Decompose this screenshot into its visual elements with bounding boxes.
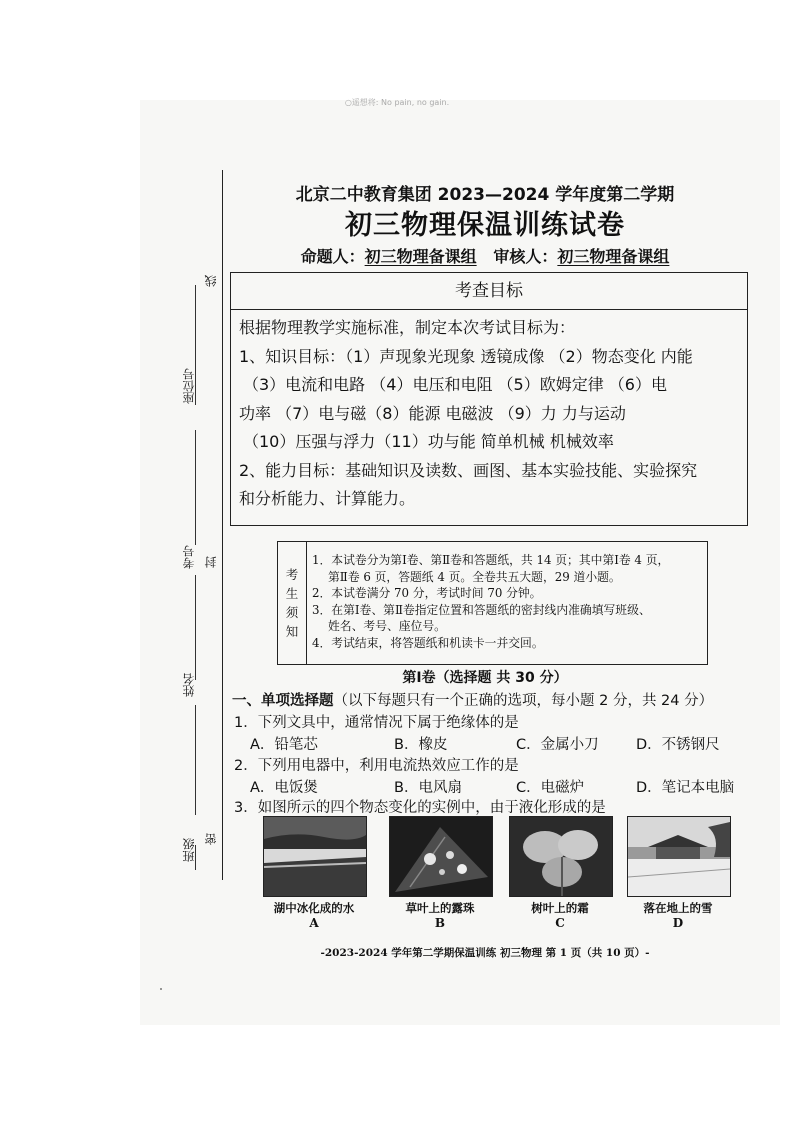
q1-option-b[interactable]: B．橡皮 [394, 737, 448, 753]
q1-option-c[interactable]: C．金属小刀 [516, 737, 599, 753]
goals-line: 和分析能力、计算能力。 [239, 489, 416, 508]
q2-option-b[interactable]: B．电风扇 [394, 780, 462, 796]
notice-items [312, 552, 702, 652]
q1-option-a[interactable]: A．铅笔芯 [250, 737, 318, 753]
goals-line: 1、知识目标：（1）声现象光现象 透镜成像 （2）物态变化 内能 [239, 346, 693, 366]
seal-line-segment [195, 575, 196, 680]
author-name: 初三物理备课组 [364, 247, 477, 266]
goals-line: 根据物理教学实施标准，制定本次考试目标为： [239, 318, 576, 337]
goals-heading: 考查目标 [231, 273, 747, 310]
option-letter-d[interactable]: D [672, 916, 684, 930]
notice-item-cont: 第Ⅱ卷 6 页，答题纸 4 页。全卷共五大题，29 道小题。 [328, 569, 621, 584]
binding-label-secret: 密 [204, 833, 218, 845]
photo-snow-on-ground[interactable] [627, 816, 731, 897]
question-3-stem: 3．如图所示的四个物态变化的实例中，由于液化形成的是 [234, 800, 606, 816]
binding-label-line: 线 [204, 275, 218, 287]
goals-line: 功率 （7）电与磁（8）能源 电磁波 （9）力 力与运动 [239, 403, 626, 423]
notice-label-char: 考 [285, 567, 299, 582]
caption-a: 湖中冰化成的水 [273, 901, 355, 915]
reviewer-name: 初三物理备课组 [557, 247, 670, 266]
option-letter-b[interactable]: B [434, 916, 446, 930]
exam-title: 初三物理保温训练试卷 [345, 210, 625, 241]
caption-d: 落在地上的雪 [643, 901, 713, 915]
q2-option-d[interactable]: D．笔记本电脑 [636, 780, 735, 796]
notice-item: 1．本试卷分为第Ⅰ卷、第Ⅱ卷和答题纸，共 14 页；其中第Ⅰ卷 4 页， [312, 553, 670, 567]
binding-border-line [222, 170, 223, 880]
option-letter-c[interactable]: C [555, 916, 565, 930]
class-label: 班级 [182, 838, 196, 862]
question-2-stem: 2．下列用电器中，利用电流热效应工作的是 [234, 758, 519, 774]
reviewer-label: 审核人： [493, 247, 558, 266]
notice-label-char: 生 [285, 586, 299, 601]
question-1-stem: 1．下列文具中，通常情况下属于绝缘体的是 [234, 715, 519, 731]
photo-frost-on-leaves[interactable] [509, 816, 613, 897]
candidate-notice-box [277, 541, 708, 665]
goals-line: 2、能力目标：基础知识及读数、画图、基本实验技能、实验探究 [239, 460, 698, 480]
photo-dew-on-grass[interactable] [389, 816, 493, 897]
seal-line-segment [195, 705, 196, 815]
q1-option-d[interactable]: D．不锈钢尺 [636, 737, 720, 753]
option-letter-a[interactable]: A [309, 916, 319, 930]
notice-item: 3．在第Ⅰ卷、第Ⅱ卷指定位置和答题纸的密封线内准确填写班级、 [312, 602, 651, 617]
caption-b: 草叶上的露珠 [405, 901, 475, 915]
seat-number-label: 座位号 [182, 368, 196, 404]
watermark: ○遥想将: No pain, no gain. [344, 98, 450, 107]
part-description: （以下每题只有一个正确的选项，每小题 2 分，共 24 分） [333, 693, 714, 709]
goals-body [231, 310, 747, 514]
exam-goals-box [230, 272, 748, 526]
goals-line: （3）电流和电路 （4）电压和电阻 （5）欧姆定律 （6）电 [243, 375, 667, 394]
notice-item: 4．考试结束，将答题纸和机读卡一并交回。 [312, 635, 544, 650]
notice-label [278, 542, 307, 664]
name-label: 姓名 [182, 673, 196, 697]
photo-lake-ice-melting[interactable] [263, 816, 367, 897]
scan-speck [160, 988, 162, 990]
part-heading [232, 689, 713, 710]
school-term-line: 北京二中教育集团 2023—2024 学年度第二学期 [295, 185, 675, 205]
part-title: 一、单项选择题 [232, 693, 334, 709]
notice-label-char: 知 [285, 624, 299, 639]
section-title: 第Ⅰ卷（选择题 共 30 分） [402, 670, 568, 686]
binding-label-seal: 封 [204, 556, 218, 568]
caption-c: 树叶上的霜 [531, 901, 589, 915]
notice-item-cont: 姓名、考号、座位号。 [328, 619, 446, 634]
author-label: 命题人： [300, 247, 365, 266]
notice-label-char: 须 [285, 605, 299, 620]
page-footer: -2023-2024 学年第二学期保温训练 初三物理 第 1 页（共 10 页）- [320, 947, 650, 959]
seal-line-segment [195, 430, 196, 545]
notice-item: 2．本试卷满分 70 分，考试时间 70 分钟。 [312, 586, 542, 601]
exam-number-label: 考号 [182, 545, 196, 569]
authors-line [230, 244, 740, 267]
q2-option-a[interactable]: A．电饭煲 [250, 780, 318, 796]
q2-option-c[interactable]: C．电磁炉 [516, 780, 585, 796]
goals-line: （10）压强与浮力（11）功与能 简单机械 机械效率 [243, 432, 614, 451]
